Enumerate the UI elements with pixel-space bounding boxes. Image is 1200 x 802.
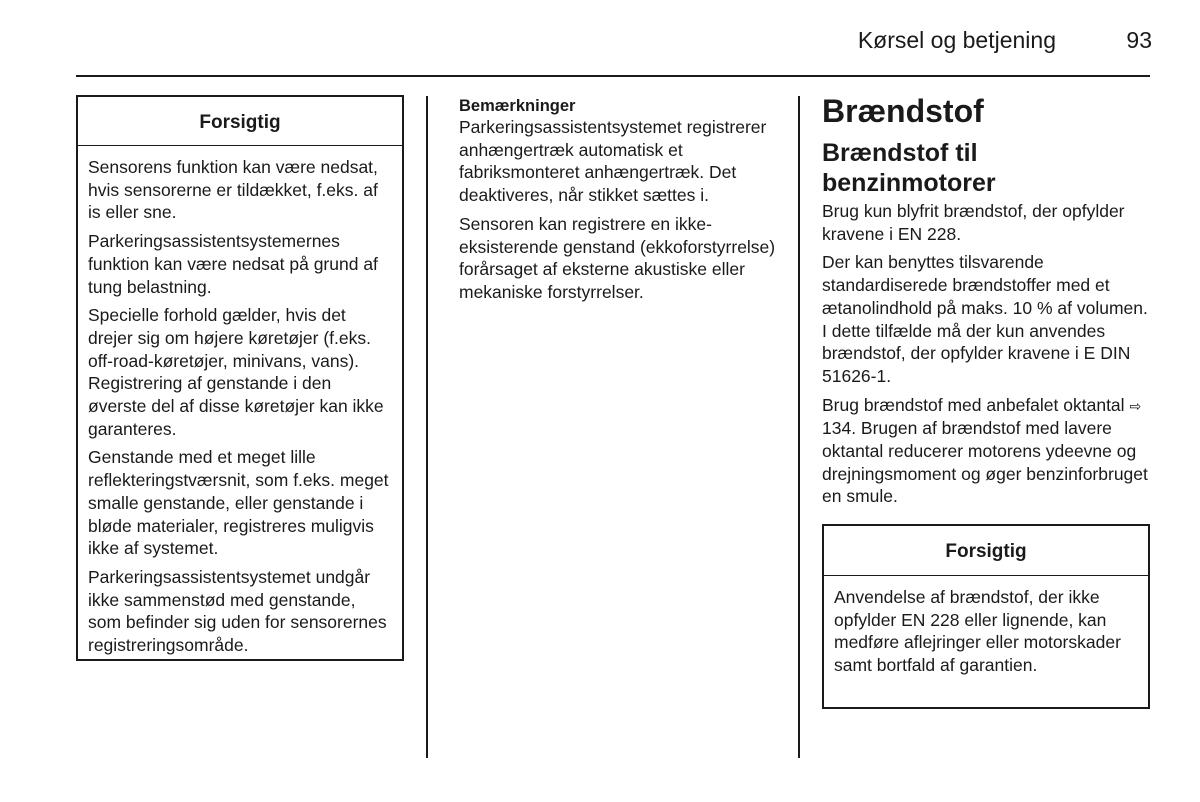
caution-paragraph: Sensorens funktion kan være nedsat, hvis sensorerne er tildækket, f.eks. af is eller sne.	[88, 157, 378, 223]
caution-box-fuel	[822, 524, 1150, 709]
caution-paragraph: Anvendelse af brændstof, der ikke opfylder EN 228 eller lignende, kan medføre aflejringer eller motorskader samt bortfald af garantien.	[834, 587, 1121, 676]
note-paragraph: Sensoren kan registrere en ikke-eksisterende genstand (ekkoforstyrrelse) forårsaget af eksterne akustiske eller mekaniske forstyrrelser.	[459, 213, 776, 302]
octane-text-continued: . Brugen af brændstof med lavere oktantal reducerer motorens ydeevne og drejningsmoment og øger benzinforbruget en smule.	[822, 418, 1148, 507]
note-heading: Bemærkninger	[459, 97, 576, 115]
section-title: Brændstof	[822, 93, 984, 129]
column-divider-2	[798, 96, 800, 758]
note-paragraph: Parkeringsassistentsystemet registrerer anhængertræk automatisk et fabriksmonteret anhængertræk. Det deaktiveres, når stikket sættes i.	[459, 117, 767, 206]
caution-heading: Forsigtig	[78, 97, 402, 146]
page-number: 93	[1126, 27, 1152, 53]
caution-paragraph: Parkeringsassistentsystemernes funktion kan være nedsat på grund af tung belastning.	[88, 231, 378, 297]
chapter-title: Kørsel og betjening	[857, 27, 1056, 53]
column-divider-1	[426, 96, 428, 758]
caution-paragraph: Genstande med et meget lille reflekteringstværsnit, som f.eks. meget smalle genstande, eller genstande i bløde materialer, registreres muligvis ikke af systemet.	[88, 447, 389, 559]
note-section	[459, 96, 781, 310]
fuel-paragraph: Der kan benyttes tilsvarende standardiserede brændstoffer med et ætanolindhold på maks. 10 % af volumen. I dette tilfælde må der kun anvendes brændstof, der opfylder kravene i E DIN 51626-1.	[822, 252, 1148, 386]
caution-paragraph: Parkeringsassistentsystemet undgår ikke sammenstød med genstande, som befinder sig uden for sensorernes registreringsområde.	[88, 566, 387, 656]
fuel-section	[822, 92, 1152, 514]
caution-box-sensors	[76, 95, 404, 661]
caution-paragraph: Specielle forhold gælder, hvis det drejer sig om højere køretøjer (f.eks. off-road-køretøjer, minivans, vans). Registrering af genstande i den øverste del af disse køretøjer kan ikke garanteres.	[88, 305, 384, 439]
header-divider	[76, 75, 1150, 77]
fuel-paragraph-octane	[822, 394, 1152, 509]
page-reference-arrow-icon: ⇨	[1129, 397, 1142, 414]
page-reference-link[interactable]: 134	[822, 418, 852, 439]
octane-text: Brug brændstof med anbefalet oktantal	[822, 394, 1125, 415]
fuel-paragraph: Brug kun blyfrit brændstof, der opfylder kravene i EN 228.	[822, 201, 1125, 244]
subsection-title: Brændstof til benzinmotorer	[822, 139, 996, 197]
caution-heading: Forsigtig	[824, 526, 1148, 576]
